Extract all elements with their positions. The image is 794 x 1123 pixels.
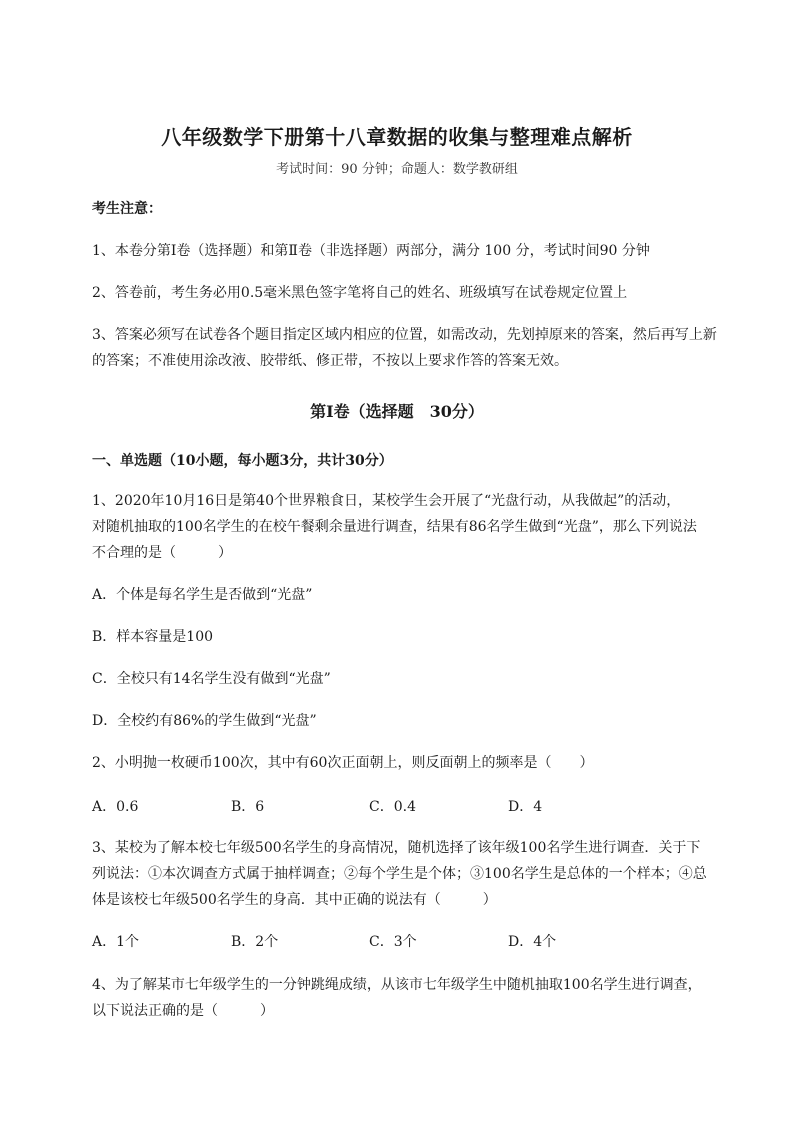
question-3-line-1: 3、某校为了解本校七年级500名学生的身高情况，随机选择了该年级100名学生进行调查．关于下	[92, 840, 701, 856]
question-1-line-1: 1、2020年10月16日是第40个世界粮食日，某校学生会开展了“光盘行动，从我做起”的活动，	[92, 493, 681, 509]
notice-item-3-cont: 的答案；不准使用涂改液、胶带纸、修正带，不按以上要求作答的答案无效。	[92, 353, 568, 369]
question-4-line-1: 4、为了解某市七年级学生的一分钟跳绳成绩，从该市七年级学生中随机抽取100名学生进行调查，	[92, 977, 702, 993]
question-3-line-3: 体是该校七年级500名学生的身高．其中正确的说法有（ ）	[92, 892, 497, 908]
question-4-line-2: 以下说法正确的是（ ）	[92, 1003, 274, 1019]
notice-item-1: 1、本卷分第Ⅰ卷（选择题）和第Ⅱ卷（非选择题）两部分，满分 100 分，考试时间90 分钟	[92, 243, 650, 259]
question-2-option-d: D．4	[508, 799, 543, 815]
question-2-option-c: C．0.4	[369, 799, 416, 815]
question-1-line-2: 对随机抽取的100名学生的在校午餐剩余量进行调查，结果有86名学生做到“光盘”，那么下列说法	[92, 519, 697, 535]
question-1-option-a: A．个体是每名学生是否做到“光盘”	[92, 587, 313, 603]
question-1-line-3: 不合理的是（ ）	[92, 545, 232, 561]
question-1-option-c: C．全校只有14名学生没有做到“光盘”	[92, 671, 331, 687]
question-3-option-a: A．1个	[92, 934, 140, 950]
notice-item-3: 3、答案必须写在试卷各个题目指定区域内相应的位置，如需改动，先划掉原来的答案，然后再写上新	[92, 327, 717, 343]
question-3-option-c: C．3个	[369, 934, 417, 950]
question-3-option-d: D．4个	[508, 934, 557, 950]
exam-info: 考试时间：90 分钟；命题人：数学教研组	[276, 162, 518, 177]
question-2-option-a: A．0.6	[92, 799, 139, 815]
section-title: 第Ⅰ卷（选择题 30分）	[310, 402, 484, 421]
question-2-line-1: 2、小明抛一枚硬币100次，其中有60次正面朝上，则反面朝上的频率是（ ）	[92, 755, 594, 771]
page-title: 八年级数学下册第十八章数据的收集与整理难点解析	[161, 125, 633, 149]
notice-item-2: 2、答卷前，考生务必用0.5毫米黑色签字笔将自己的姓名、班级填写在试卷规定位置上	[92, 285, 628, 301]
question-2-option-b: B．6	[231, 799, 265, 815]
part-heading: 一、单选题（10小题，每小题3分，共计30分）	[92, 453, 393, 469]
question-1-option-d: D．全校约有86%的学生做到“光盘”	[92, 713, 317, 729]
question-3-line-2: 列说法：①本次调查方式属于抽样调查；②每个学生是个体；③100名学生是总体的一个样本；④总	[92, 866, 707, 882]
notice-heading: 考生注意：	[92, 201, 162, 217]
question-3-option-b: B．2个	[231, 934, 279, 950]
question-1-option-b: B．样本容量是100	[92, 629, 214, 645]
